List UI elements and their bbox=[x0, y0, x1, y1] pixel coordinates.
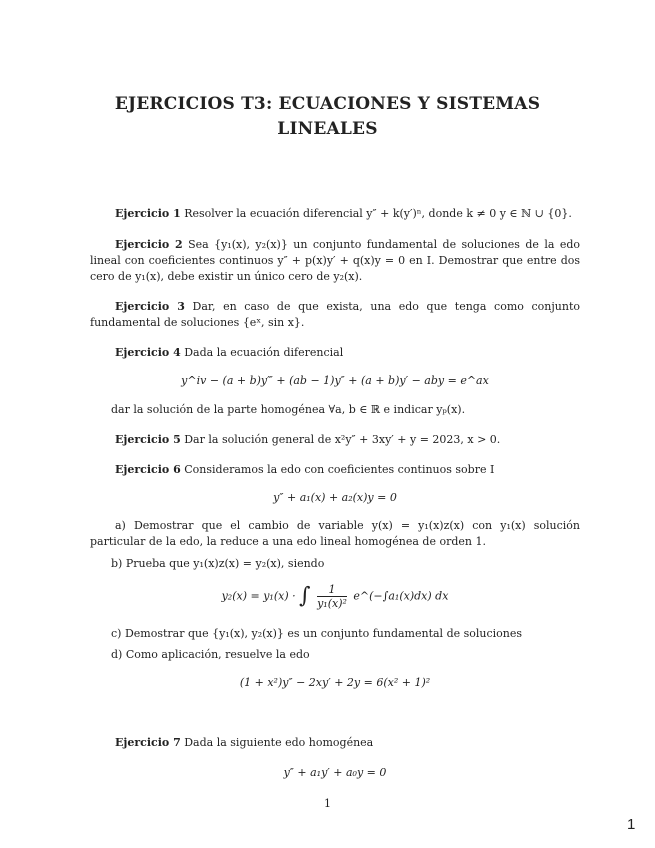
exercise-6-part-d: d) Como aplicación, resuelve la edo bbox=[111, 648, 310, 661]
exercise-7 bbox=[90, 735, 580, 751]
exercise-3-text: Dar, en caso de que exista, una edo que tenga como conjunto fundamental de soluciones {eˣ, sin x}. bbox=[90, 300, 581, 329]
exercise-2 bbox=[90, 237, 580, 285]
exercise-6 bbox=[90, 462, 580, 478]
exercise-2-text: Sea {y₁(x), y₂(x)} un conjunto fundamental de soluciones de la edo lineal con coeficientes continuos y″ + p(x)y′ + q(x)y = 0 en I. Demostrar que entre dos cero de y₁(x), debe existir un único cero de y₂(x). bbox=[90, 238, 580, 283]
exercise-6-equation: y″ + a₁(x) + a₂(x)y = 0 bbox=[273, 491, 397, 504]
exercise-5-label: Ejercicio 5 bbox=[115, 433, 181, 446]
exercise-3 bbox=[90, 299, 580, 331]
exercise-6-text: Consideramos la edo con coeficientes continuos sobre I bbox=[184, 463, 495, 476]
exercise-1-text: Resolver la ecuación diferencial y″ + k(y′)ⁿ, donde k ≠ 0 y ∈ ℕ ∪ {0}. bbox=[184, 207, 572, 220]
equation-left: y₂(x) = y₁(x) · bbox=[221, 589, 296, 603]
exercise-7-equation: y″ + a₁y′ + a₀y = 0 bbox=[283, 766, 387, 779]
exercise-6-part-c: c) Demostrar que {y₁(x), y₂(x)} es un conjunto fundamental de soluciones bbox=[111, 627, 523, 640]
exercise-6-part-b-equation bbox=[90, 583, 580, 610]
exercise-4-after: dar la solución de la parte homogénea ∀a, b ∈ ℝ e indicar yₚ(x). bbox=[111, 403, 466, 416]
exercise-3-label: Ejercicio 3 bbox=[115, 300, 185, 313]
exercise-7-label: Ejercicio 7 bbox=[115, 736, 181, 749]
fraction-numerator: 1 bbox=[317, 583, 347, 597]
exercise-6-part-d-equation: (1 + x²)y″ − 2xy′ + 2y = 6(x² + 1)² bbox=[239, 676, 431, 689]
exercise-6-part-b: b) Prueba que y₁(x)z(x) = y₂(x), siendo bbox=[111, 557, 325, 570]
document-title: EJERCICIOS T3: ECUACIONES Y SISTEMAS LINEALES bbox=[114, 94, 541, 139]
exercise-7-text: Dada la siguiente edo homogénea bbox=[184, 736, 374, 749]
exercise-5 bbox=[90, 432, 580, 448]
exercise-6-label: Ejercicio 6 bbox=[115, 463, 181, 476]
exercise-2-label: Ejercicio 2 bbox=[115, 238, 183, 251]
fraction-denominator: y₁(x)² bbox=[317, 597, 347, 610]
exercise-1-label: Ejercicio 1 bbox=[115, 207, 181, 220]
integral-sign: ∫ bbox=[299, 583, 311, 609]
exercise-4-equation: y^iv − (a + b)y‴ + (ab − 1)y″ + (a + b)y′ − aby = e^ax bbox=[181, 374, 489, 387]
exercise-6-part-a: a) Demostrar que el cambio de variable y(x) = y₁(x)z(x) con y₁(x) solución particular de la edo, la reduce a una edo lineal homogénea de orden 1. bbox=[90, 519, 580, 548]
exercise-4-text: Dada la ecuación diferencial bbox=[184, 346, 344, 359]
viewer-page-indicator: 1 bbox=[627, 816, 636, 833]
exercise-4 bbox=[90, 345, 580, 361]
exercise-1 bbox=[90, 206, 580, 222]
fraction bbox=[317, 583, 347, 610]
equation-right: e^(−∫a₁(x)dx) dx bbox=[353, 589, 449, 603]
page-number: 1 bbox=[324, 797, 331, 810]
exercise-4-label: Ejercicio 4 bbox=[115, 346, 181, 359]
exercise-5-text: Dar la solución general de x²y″ + 3xy′ + y = 2023, x > 0. bbox=[184, 433, 501, 446]
